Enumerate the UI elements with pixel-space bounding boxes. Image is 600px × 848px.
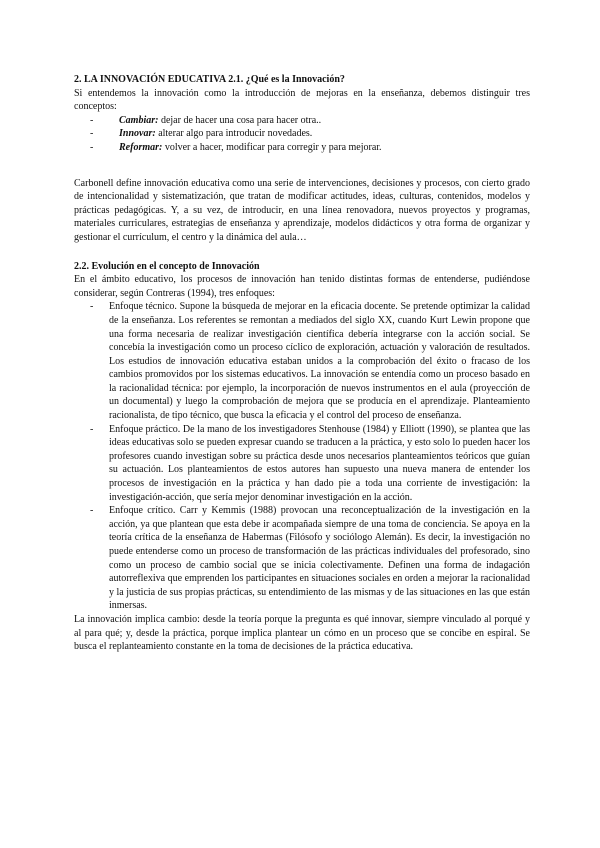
intro-2-2-paragraph: En el ámbito educativo, los procesos de innovación han tenido distintas formas de entenderse, pudiéndose considerar, según Contreras (1994), tres enfoques: [74, 274, 530, 299]
document-body [74, 73, 530, 654]
carbonell-paragraph: Carbonell define innovación educativa como una serie de intervenciones, decisiones y procesos, con cierto grado de intencionalidad y sistematización, que tratan de modificar actitudes, ideas, culturas, contenidos, modelos y prácticas pedagógicas. Y, a su vez, de introducir, en una línea renovadora, nuevos proyectos y programas, materiales curriculares, estrategias de enseñanza y aprendizaje, modelos didácticos y otra forma de organizar y gestionar el currículum, el centro y la dinámica del aula… [74, 177, 530, 243]
dash-bullet: - [90, 114, 94, 126]
definitions-list [74, 114, 530, 155]
dash-bullet: - [90, 505, 94, 517]
enfoque-item-tecnico [74, 300, 530, 422]
enfoque-text: Enfoque crítico. Carr y Kemmis (1988) provocan una reconceptualización de la investigación en la acción, ya que plantean que esta debe ir acompañada siempre de una toma de conciencia. Se apoya en la teoría crítica de la enseñanza de Habermas (Filósofo y sociólogo Alemán). Es decir, la investigación no puede entenderse como un proceso de transformación de las prácticas individuales del profesorado, sino como un proceso de cambio social que se inicia colectivamente. Definen una forma de indagación autorreflexiva que emprenden los participantes en situaciones sociales en orden a mejorar la racionalidad y la justicia de sus propias prácticas, su entendimiento de las mismas y de las situaciones en las que están inmersas. [109, 505, 531, 612]
dash-bullet: - [90, 301, 94, 313]
dash-bullet: - [90, 128, 94, 140]
definition-text: volver a hacer, modificar para corregir y para mejorar. [162, 141, 382, 153]
spacer [74, 245, 530, 260]
enfoques-list [74, 300, 530, 613]
definition-text: alterar algo para introducir novedades. [155, 128, 313, 140]
intro-paragraph: Si entendemos la innovación como la introducción de mejoras en la enseñanza, debemos distinguir tres conceptos: [74, 87, 530, 113]
enfoque-item-critico [74, 504, 530, 613]
definition-term: Reformar: [119, 141, 163, 153]
enfoque-item-practico [74, 423, 530, 505]
definition-term: Cambiar: [119, 114, 159, 126]
enfoque-text: Enfoque técnico. Supone la búsqueda de mejorar en la eficacia docente. Se pretende optimizar la calidad de la enseñanza. Los referentes se remontan a mediados del siglo XX, cuando Kurt Lewin propone que una forma necesaria de realizar investigación científica debería integrarse con la acción social. Se concebía la investigación como un proceso cíclico de exploración, actuación y valoración de resultados. Los estudios de innovación educativa estaban unidos a la comprobación del éxito o fracaso de los cambios promovidos por los sistemas educativos. La innovación se entendía como un proceso basado en la racionalidad técnica: por ejemplo, la incorporación de nuevos instrumentos en el aula (proyección de un documental) y luego la comprobación de mejora que se producía en el aprendizaje. Planteamiento racionalista, de tipo técnico, que busca la eficacia y el control del proceso de enseñanza. [109, 301, 530, 422]
definition-item [74, 141, 530, 155]
section-heading-2: 2. LA INNOVACIÓN EDUCATIVA 2.1. ¿Qué es la Innovación? [74, 74, 345, 85]
dash-bullet: - [90, 141, 94, 153]
enfoque-text: Enfoque práctico. De la mano de los investigadores Stenhouse (1984) y Elliott (1990), se plantea que las ideas educativas solo se pueden expresar cuando se traducen a la práctica, y esto solo lo pueden hacer los profesores cuando investigan sobre su práctica desde unos necesarios planteamientos teóricos que guían su actuación. Los planteamientos de estos autores han supuesto una nueva manera de entender los procesos de investigación en la práctica y han dado pie a toda una corriente de investigación: la investigación-acción, que sería mejor denominar investigación en la acción. [109, 423, 530, 503]
spacer [74, 155, 530, 177]
definition-text: dejar de hacer una cosa para hacer otra.. [158, 114, 322, 126]
definition-item [74, 114, 530, 128]
definition-term: Innovar: [119, 128, 156, 140]
definition-item [74, 127, 530, 141]
section-heading-2-2: 2.2. Evolución en el concepto de Innovación [74, 260, 260, 272]
dash-bullet: - [90, 423, 94, 435]
closing-paragraph: La innovación implica cambio: desde la teoría porque la pregunta es qué innovar, siempre vinculado al porqué y al para qué; y, desde la práctica, porque implica plantear un cómo en un proceso que se concibe en espiral. Se busca el replanteamiento constante en la toma de decisiones de la práctica educativa. [74, 613, 530, 653]
